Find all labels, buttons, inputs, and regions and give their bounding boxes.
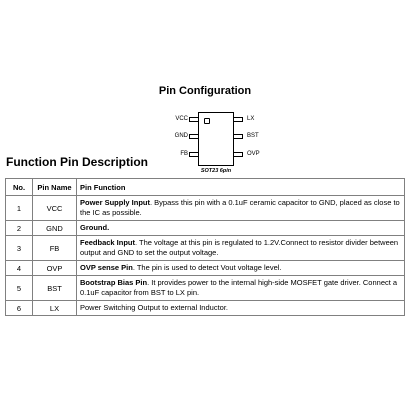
function-text: . It provides power to the internal high-side MOSFET gate driver. Connect a 0.1uF capacitor from BST to LX pin. (80, 278, 398, 297)
pin-lead-gnd (189, 134, 199, 139)
pin-lead-vcc (189, 117, 199, 122)
pin1-marker (204, 118, 210, 124)
row-pin-name: OVP (33, 261, 77, 276)
row-pin-function (77, 276, 405, 301)
pin-label-ovp: OVP (247, 151, 260, 157)
row-no: 4 (6, 261, 33, 276)
function-text: . The voltage at this pin is regulated to 1.2V.Connect to resistor divider between output and GND to set the output voltage. (80, 238, 399, 257)
table-row (6, 276, 405, 301)
pin-configuration-title: Pin Configuration (158, 85, 252, 97)
function-title: Power Supply Input (80, 198, 151, 207)
row-pin-function (77, 261, 405, 276)
function-pin-description-title: Function Pin Description (6, 155, 149, 169)
row-pin-function (77, 196, 405, 221)
function-text: . Bypass this pin with a 0.1uF ceramic capacitor to GND, placed as close to the IC as possible. (80, 198, 400, 217)
row-no: 1 (6, 196, 33, 221)
pin-label-lx: LX (247, 116, 255, 122)
table-row (6, 196, 405, 221)
pin-label-gnd: GND (174, 133, 188, 139)
row-pin-function (77, 301, 405, 316)
row-pin-name: LX (33, 301, 77, 316)
header-pin-name: Pin Name (33, 179, 77, 196)
row-no: 2 (6, 221, 33, 236)
row-pin-name: GND (33, 221, 77, 236)
table-header-row (6, 179, 405, 196)
pin-lead-fb (189, 152, 199, 157)
pin-label-bst: BST (247, 133, 259, 139)
table-row (6, 221, 405, 236)
function-title: Feedback Input (80, 238, 136, 247)
table-row (6, 301, 405, 316)
function-title: Ground. (80, 223, 110, 232)
table-row (6, 261, 405, 276)
function-title: OVP sense Pin (80, 263, 133, 272)
function-title: Bootstrap Bias Pin (80, 278, 148, 287)
function-text: . The pin is used to detect Vout voltage level. (132, 263, 282, 272)
row-no: 5 (6, 276, 33, 301)
row-pin-function (77, 221, 405, 236)
row-pin-name: FB (33, 236, 77, 261)
row-no: 6 (6, 301, 33, 316)
header-no: No. (6, 179, 33, 196)
row-pin-function (77, 236, 405, 261)
pin-function-table (5, 178, 405, 316)
pin-diagram (158, 104, 268, 174)
row-pin-name: BST (33, 276, 77, 301)
chip-body (198, 112, 234, 166)
pin-lead-bst (233, 134, 243, 139)
pin-lead-ovp (233, 152, 243, 157)
row-no: 3 (6, 236, 33, 261)
pin-label-vcc: VCC (175, 116, 188, 122)
function-text: Power Switching Output to external Inductor. (80, 303, 228, 312)
pin-lead-lx (233, 117, 243, 122)
header-pin-function: Pin Function (77, 179, 405, 196)
pin-label-fb: FB (180, 151, 188, 157)
package-label: SOT23 6pin (200, 168, 232, 174)
row-pin-name: VCC (33, 196, 77, 221)
table-row (6, 236, 405, 261)
